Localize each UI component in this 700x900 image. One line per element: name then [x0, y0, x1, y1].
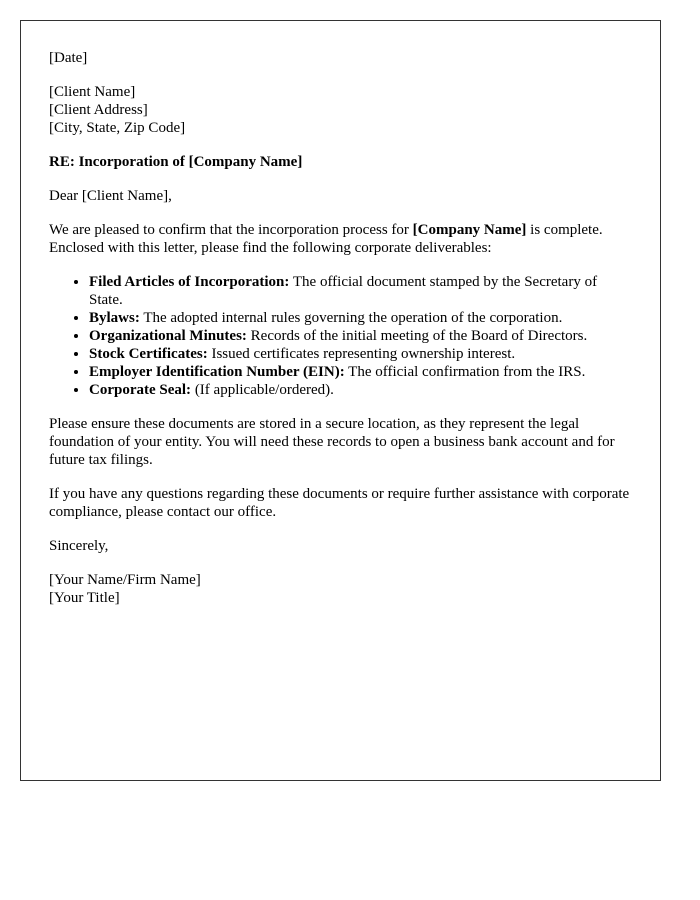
list-item [89, 381, 632, 399]
signature-title: [Your Title] [49, 590, 120, 606]
item-title: Corporate Seal: [89, 382, 192, 398]
letter [20, 20, 661, 781]
intro-company: [Company Name] [412, 222, 527, 238]
item-text: Issued certificates representing ownership interest. [207, 346, 516, 362]
recipient-address: [Client Address] [49, 102, 148, 118]
salutation: Dear [Client Name], [49, 188, 172, 204]
signature-block [49, 571, 632, 607]
item-title: Employer Identification Number (EIN): [89, 364, 345, 380]
item-title: Organizational Minutes: [89, 328, 247, 344]
list-item [89, 273, 632, 309]
item-text: The official confirmation from the IRS. [344, 364, 586, 380]
item-text: The adopted internal rules governing the operation of the corporation. [139, 310, 563, 326]
intro-after: is complete. Enclosed with this letter, please find the following corporate deliverables: [49, 222, 603, 256]
subject-line [49, 153, 632, 171]
closing: Sincerely, [49, 538, 109, 554]
list-item [89, 345, 632, 363]
signature-name: [Your Name/Firm Name] [49, 572, 201, 588]
recipient-name: [Client Name] [49, 84, 136, 100]
storage-paragraph: Please ensure these documents are stored in a secure location, as they represent the legal foundation of your entity. You will need these records to open a business bank account and for future tax filings. [49, 416, 615, 468]
list-item [89, 363, 632, 381]
item-title: Stock Certificates: [89, 346, 208, 362]
intro-before: We are pleased to confirm that the incorporation process for [49, 222, 413, 238]
list-item [89, 309, 632, 327]
questions-paragraph: If you have any questions regarding these documents or require further assistance with corporate compliance, please contact our office. [49, 486, 630, 520]
item-text: Records of the initial meeting of the Board of Directors. [246, 328, 588, 344]
deliverables-list [49, 273, 632, 399]
date: [Date] [49, 50, 88, 66]
item-title: Filed Articles of Incorporation: [89, 274, 290, 290]
subject-text: RE: Incorporation of [Company Name] [49, 154, 303, 170]
list-item [89, 327, 632, 345]
recipient-city-state-zip: [City, State, Zip Code] [49, 120, 186, 136]
item-text: (If applicable/ordered). [191, 382, 334, 398]
item-text: The official document stamped by the Secretary of State. [89, 274, 598, 308]
item-title: Bylaws: [89, 310, 140, 326]
recipient-block [49, 83, 632, 137]
intro-paragraph [49, 221, 632, 257]
